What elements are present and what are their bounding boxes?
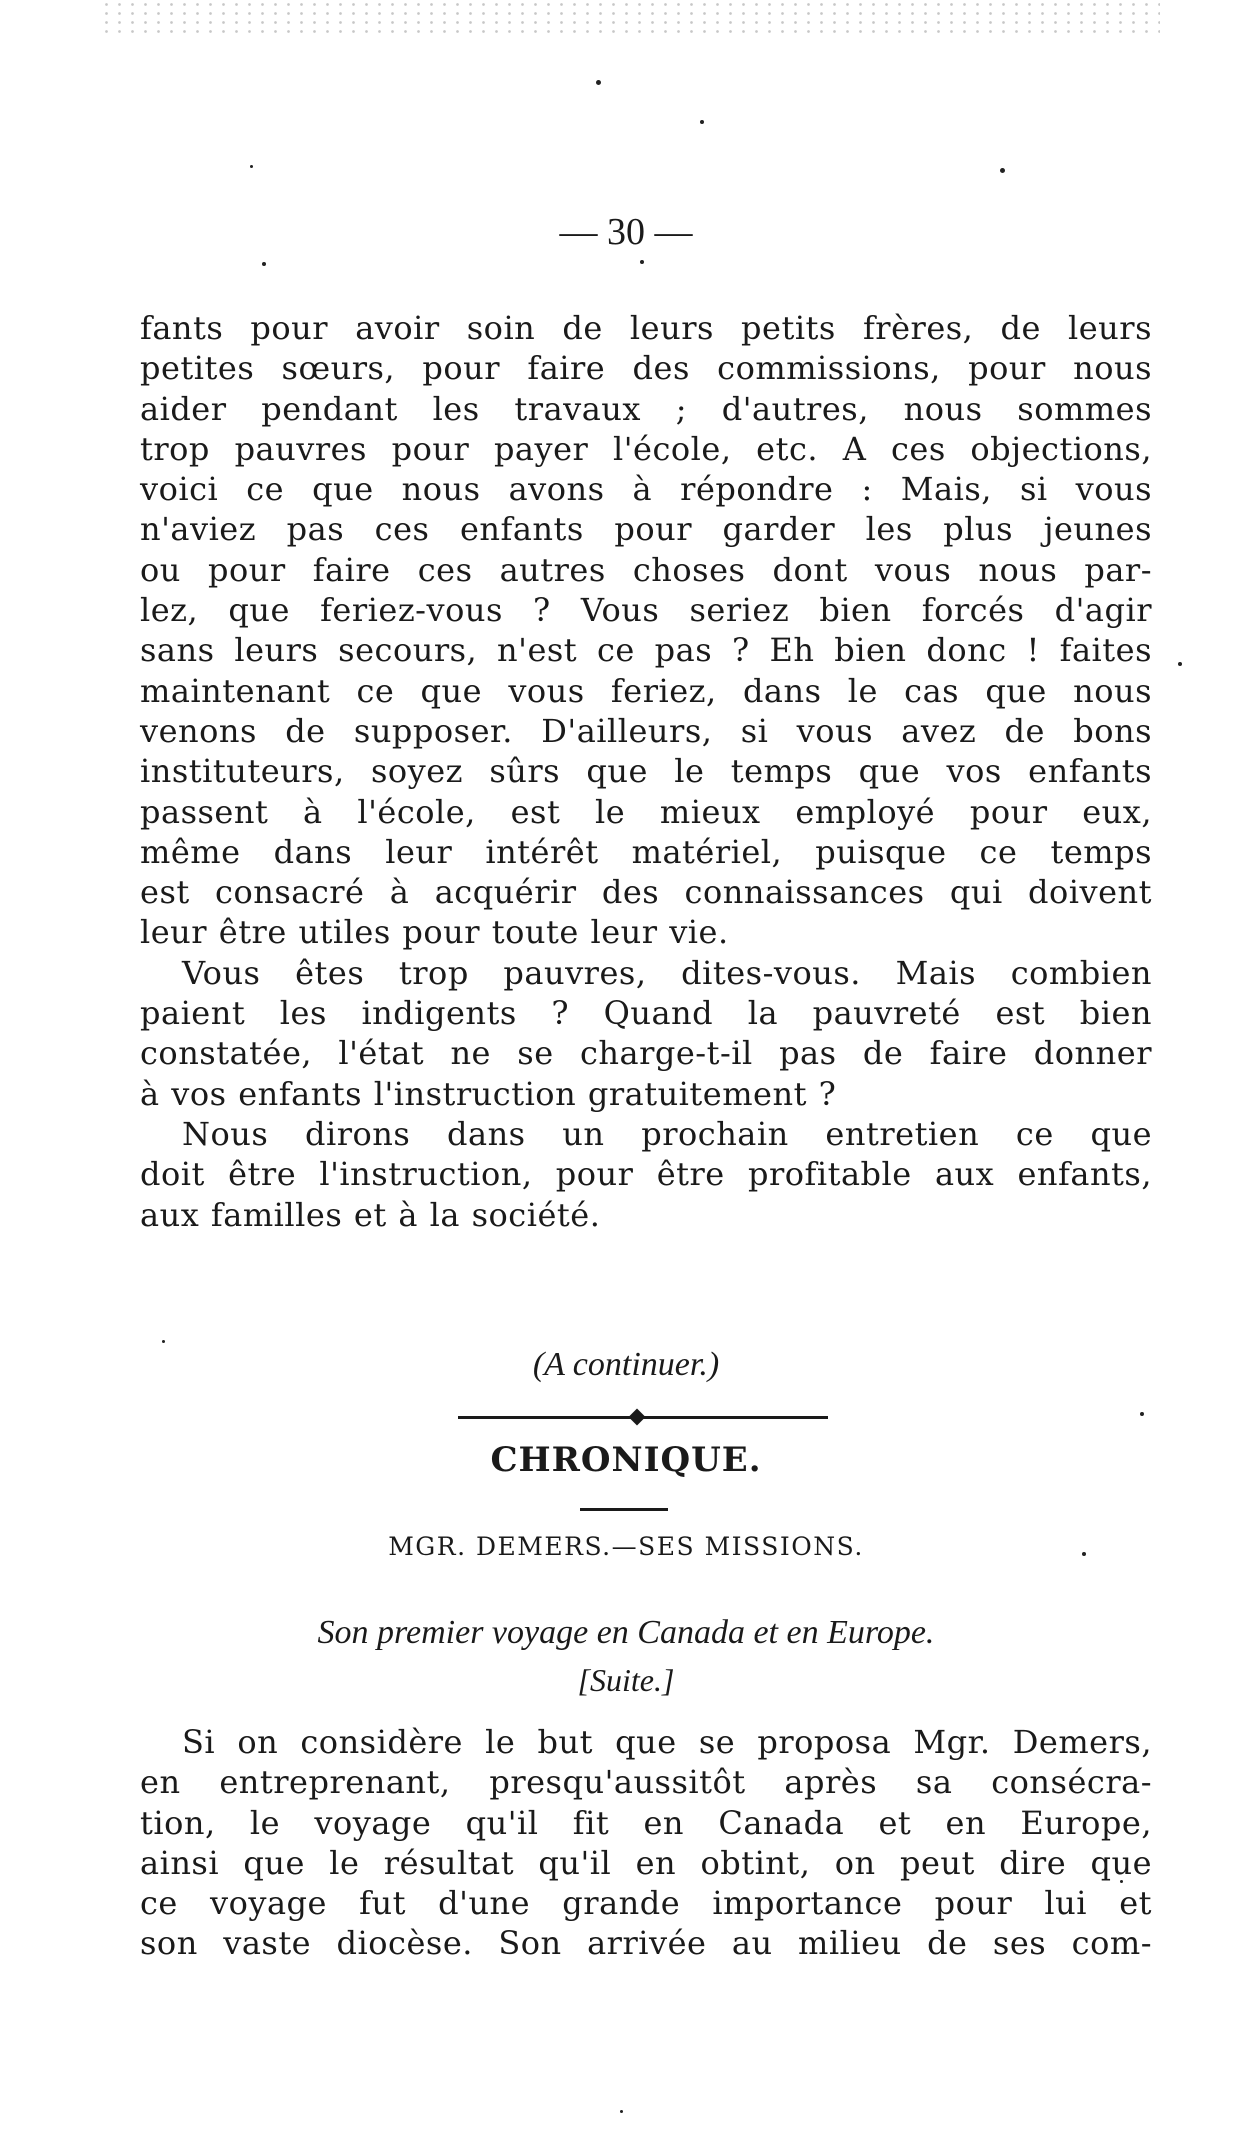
chronicle-body (140, 1722, 1152, 1964)
scan-speck (162, 1340, 165, 1343)
scan-speck (262, 262, 266, 266)
scan-speck (1000, 168, 1005, 173)
text-line: leur être utiles pour toute leur vie. (140, 913, 729, 952)
scan-speck (620, 2110, 623, 2113)
text-line: même dans leur intérêt matériel, puisque ce temps (140, 832, 1152, 871)
text-line: trop pauvres pour payer l'école, etc. A ces objections, (140, 429, 1152, 468)
text-line: passent à l'école, est le mieux employé pour eux, (140, 792, 1152, 831)
ornamental-divider (458, 1410, 828, 1424)
text-line: son vaste diocèse. Son arrivée au milieu de ses com- (140, 1924, 1152, 1963)
text-line: sans leurs secours, n'est ce pas ? Eh bien donc ! faites (140, 631, 1152, 670)
text-line: lez, que feriez-vous ? Vous seriez bien forcés d'agir (140, 591, 1152, 630)
article-body-top (140, 308, 1152, 1235)
text-line: fants pour avoir soin de leurs petits frères, de leurs (140, 309, 1152, 347)
text-line: ainsi que le résultat qu'il en obtint, on peut dire que (140, 1843, 1152, 1882)
scan-speck (250, 165, 253, 168)
divider-diamond (629, 1409, 646, 1426)
short-divider (580, 1508, 668, 1511)
text-line: Si on considère le but que se proposa Mgr. Demers, (182, 1723, 1152, 1761)
scan-speck (596, 80, 601, 85)
text-line: voici ce que nous avons à répondre : Mais, si vous (140, 470, 1152, 509)
text-line: n'aviez pas ces enfants pour garder les plus jeunes (140, 510, 1152, 549)
section-subtitle: Son premier voyage en Canada et en Europe. (317, 1614, 935, 1651)
text-line: venons de supposer. D'ailleurs, si vous avez de bons (140, 711, 1152, 750)
suite-note: [Suite.] (577, 1662, 675, 1698)
text-line: ce voyage fut d'une grande importance pour lui et (140, 1884, 1152, 1923)
text-line: aider pendant les travaux ; d'autres, nous sommes (140, 389, 1152, 428)
scan-noise-top (100, 0, 1160, 36)
text-line: ou pour faire ces autres choses dont vous nous par- (140, 550, 1152, 589)
section-subheading: MGR. DEMERS.—SES MISSIONS. (388, 1532, 864, 1561)
text-line: instituteurs, soyez sûrs que le temps que vos enfants (140, 752, 1152, 791)
text-line: à vos enfants l'instruction gratuitement ? (140, 1074, 837, 1113)
text-line: aux familles et à la société. (140, 1195, 601, 1234)
paragraph (140, 308, 1152, 953)
continue-note: (A continuer.) (532, 1346, 720, 1383)
text-line: en entreprenant, presqu'aussitôt après sa consécra- (140, 1763, 1152, 1802)
scan-speck (640, 260, 644, 264)
text-line: paient les indigents ? Quand la pauvreté est bien (140, 994, 1152, 1033)
text-line: est consacré à acquérir des connaissances qui doivent (140, 873, 1152, 912)
text-line: maintenant ce que vous feriez, dans le cas que nous (140, 671, 1152, 710)
text-line: petites sœurs, pour faire des commissions, pour nous (140, 349, 1152, 388)
text-line: doit être l'instruction, pour être profitable aux enfants, (140, 1155, 1152, 1194)
paragraph (140, 1722, 1152, 1964)
paragraph (140, 953, 1152, 1114)
scan-speck (1140, 1412, 1144, 1416)
text-line: constatée, l'état ne se charge-t-il pas de faire donner (140, 1034, 1152, 1073)
section-title: CHRONIQUE. (490, 1440, 762, 1480)
paragraph (140, 1114, 1152, 1235)
text-line: tion, le voyage qu'il fit en Canada et en Europe, (140, 1803, 1152, 1842)
text-line: Vous êtes trop pauvres, dites-vous. Mais combien (182, 953, 1152, 992)
page-number: — 30 — (559, 211, 693, 253)
scan-speck (700, 120, 704, 124)
text-line: Nous dirons dans un prochain entretien ce que (182, 1114, 1152, 1153)
scan-speck (1178, 662, 1182, 666)
